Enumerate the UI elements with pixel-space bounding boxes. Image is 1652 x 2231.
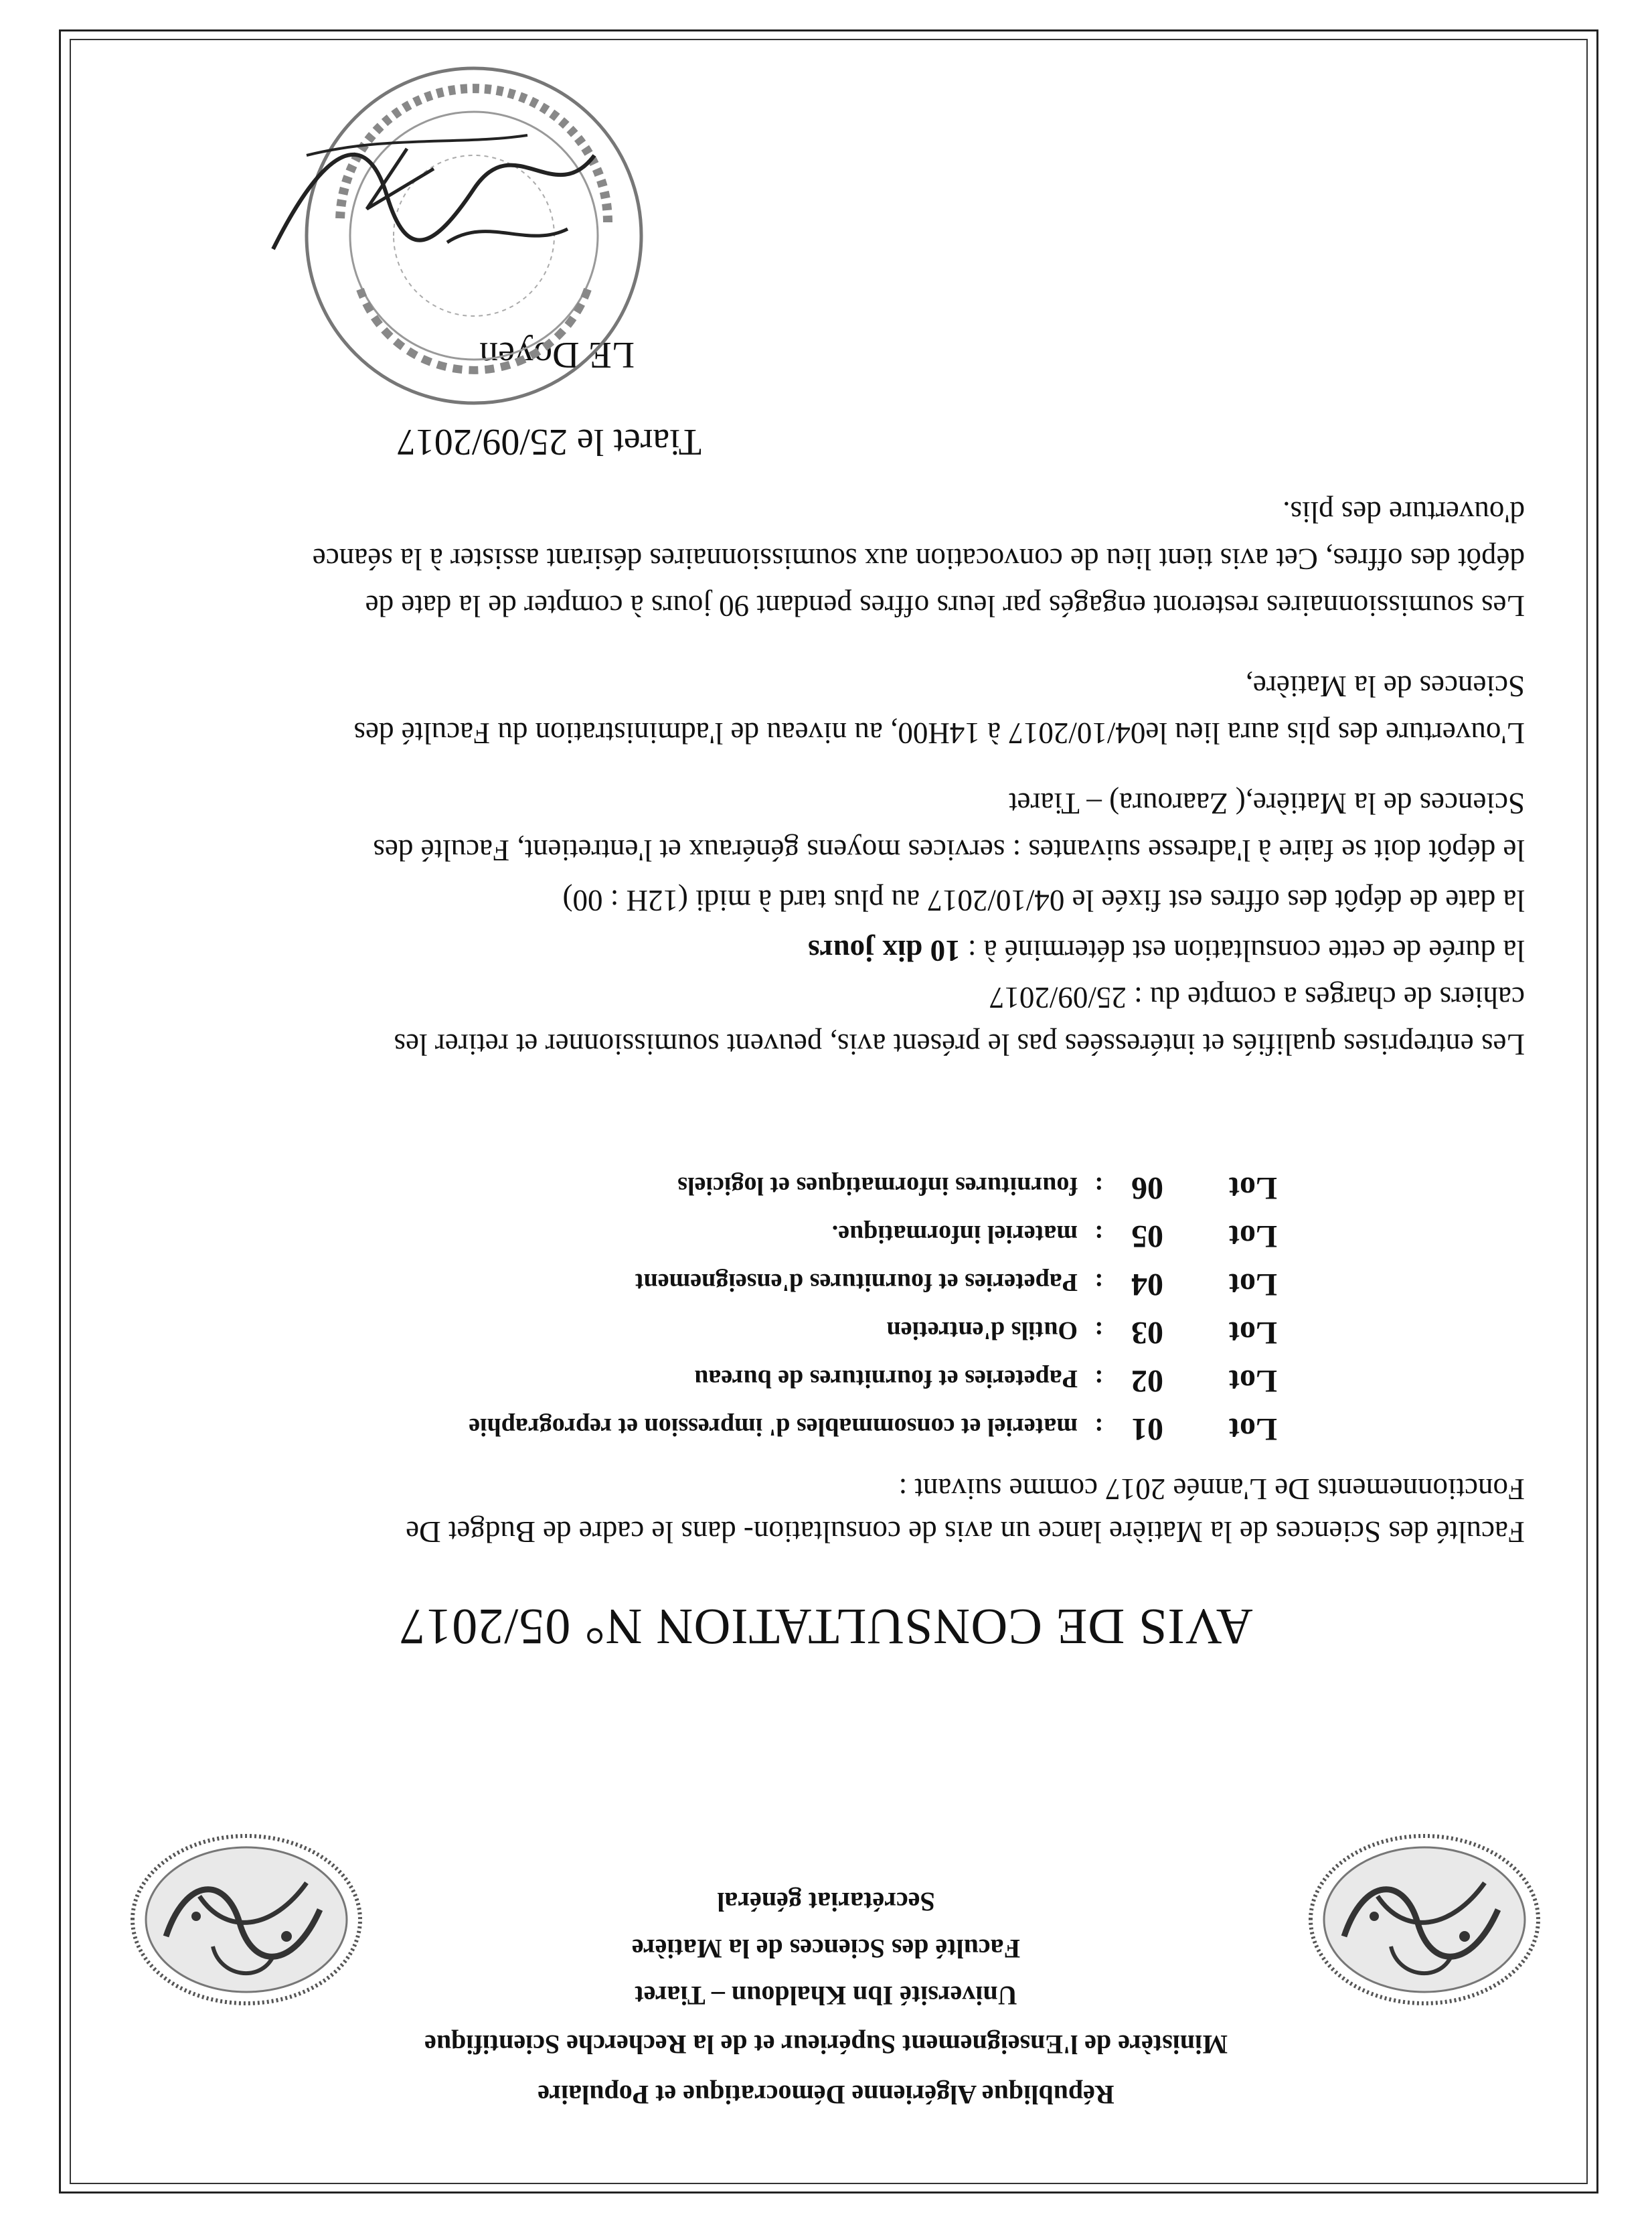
body-p6-line2: dépôt des offres, Cet avis tient lieu de convocation aux soumissionnaires désirant assister à la séance — [312, 542, 1525, 576]
signature-place-date: Tiaret le 25/09/2017 — [396, 421, 701, 463]
body-p2-text: la durée de cette consultation est déterminé à : — [960, 934, 1525, 968]
signature-role: LE Doyen — [479, 334, 635, 376]
body-p2-duration: 10 dix jours — [808, 934, 961, 968]
body-p3: la date de dépôt des offres est fixée le 04/10/2017 au plus tard à midi (12H : 00) — [562, 884, 1525, 917]
header-university: Université Ibn Khaldoun – Tiaret — [635, 1981, 1017, 2011]
body-p6-line1: Les soumissionnaires resteront engagés par leurs offres pendant 90 jours à compter de la date de — [365, 589, 1525, 623]
body-p1-line1: Les entreprises qualifiés et intéressées pas le présent avis, peuvent soumissionner et retirer les — [394, 1028, 1525, 1061]
intro-line-1: Faculté des Sciences de la Matière lance un avis de consultation- dans le cadre de Budget De — [406, 1515, 1525, 1549]
header-republic: République Algérienne Démocratique et Populaire — [538, 2080, 1114, 2110]
lot-item: Lot02:Papeteries et fournitures de bureau — [694, 1363, 1277, 1399]
header-faculty: Faculté des Sciences de la Matière — [631, 1934, 1021, 1964]
body-p5-line1: L'ouverture des plis aura lieu le04/10/2017 à 14H00, au niveau de l'administration du Faculté des — [353, 716, 1525, 750]
body-p4-line1: le dépôt doit se faire à l'adresse suivantes : services moyens généraux et l'entretient, Faculté des — [373, 834, 1525, 867]
body-p2 — [808, 929, 1525, 972]
body-p1-line2: cahiers de charges a compte du : 25/09/2017 — [989, 981, 1525, 1014]
lot-item: Lot04:Papeteries et fournitures d'enseignement — [635, 1267, 1277, 1302]
lot-item: Lot01:materiel et consommables d' impression et reprographie — [469, 1411, 1277, 1447]
body-p4-line2: Sciences de la Matière,( Zaaroura) – Tiaret — [1009, 787, 1525, 820]
lot-item: Lot05:materiel informatique. — [831, 1219, 1277, 1254]
page-title: AVIS DE CONSULTATION N° 05/2017 — [399, 1598, 1253, 1655]
lot-item: Lot03:Outils d'entretien — [886, 1315, 1277, 1351]
header-secretariat: Secrétariat général — [717, 1887, 935, 1917]
handwritten-signature — [260, 115, 608, 289]
body-p5-line2: Sciences de la Matière, — [1245, 670, 1525, 703]
header-ministry: Ministère de l'Enseignement Supérieur et de la Recherche Scientifique — [424, 2029, 1228, 2060]
body-p6-line3: d'ouverture des plis. — [1283, 495, 1525, 529]
lot-item: Lot06:fournitures informatiques et logiciels — [677, 1170, 1277, 1206]
intro-line-2: Fonctionnements De L'année 2017 comme suivant : — [898, 1472, 1525, 1506]
